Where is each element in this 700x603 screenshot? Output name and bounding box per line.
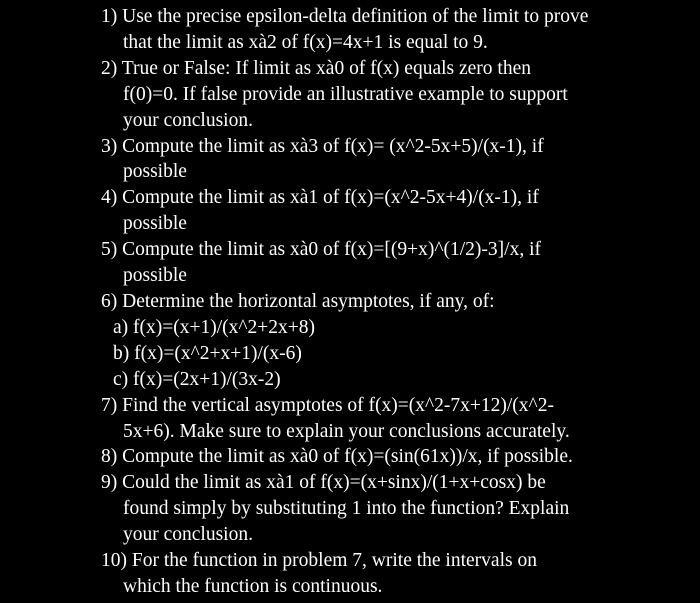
problem-2-line-1: 2) True or False: If limit as xà0 of f(x) equals zero then <box>101 57 531 79</box>
problem-2-line-2: f(0)=0. If false provide an illustrative example to support <box>123 83 568 105</box>
problem-4-line-2: possible <box>123 213 187 235</box>
problem-6c: c) f(x)=(2x+1)/(3x-2) <box>113 368 281 390</box>
problem-list <box>101 4 691 600</box>
problem-9-line-1: 9) Could the limit as xà1 of f(x)=(x+sinx)/(1+x+cosx) be <box>101 472 546 494</box>
problem-5-line-2: possible <box>123 265 187 287</box>
problem-1-line-1: 1) Use the precise epsilon-delta definition of the limit to prove <box>101 6 589 27</box>
problem-4-line-1: 4) Compute the limit as xà1 of f(x)=(x^2-5x+4)/(x-1), if <box>101 187 539 209</box>
problem-3-line-2: possible <box>123 161 187 183</box>
problem-3-line-1: 3) Compute the limit as xà3 of f(x)= (x^2-5x+5)/(x-1), if <box>101 135 544 157</box>
problem-6-line-1: 6) Determine the horizontal asymptotes, if any, of: <box>101 290 495 312</box>
problem-10-line-1: 10) For the function in problem 7, write the intervals on <box>101 550 537 572</box>
problem-6b: b) f(x)=(x^2+x+1)/(x-6) <box>113 342 302 364</box>
problem-9-line-3: your conclusion. <box>123 524 253 546</box>
problem-10-line-2: which the function is continuous. <box>123 575 383 597</box>
problem-7-line-2: 5x+6). Make sure to explain your conclusions accurately. <box>123 420 570 442</box>
problem-8-line-1: 8) Compute the limit as xà0 of f(x)=(sin(61x))/x, if possible. <box>101 446 573 468</box>
problem-9-line-2: found simply by substituting 1 into the function? Explain <box>123 498 570 520</box>
problem-1-line-2: that the limit as xà2 of f(x)=4x+1 is equal to 9. <box>123 31 488 53</box>
problem-2-line-3: your conclusion. <box>123 109 253 131</box>
problem-6a: a) f(x)=(x+1)/(x^2+2x+8) <box>113 316 316 338</box>
problem-7-line-1: 7) Find the vertical asymptotes of f(x)=(x^2-7x+12)/(x^2- <box>101 394 554 416</box>
problem-5-line-1: 5) Compute the limit as xà0 of f(x)=[(9+x)^(1/2)-3]/x, if <box>101 239 541 261</box>
